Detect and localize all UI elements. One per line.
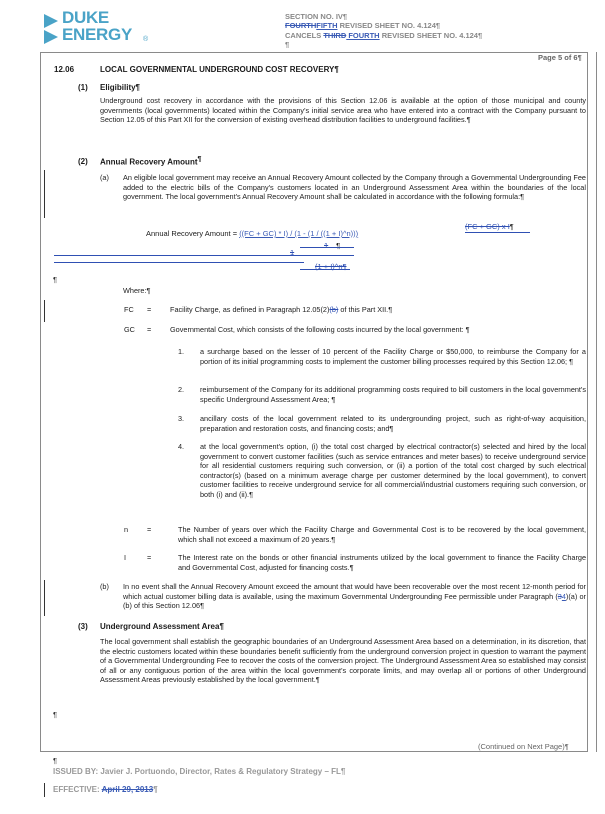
annual-b-before: In no event shall the Annual Recovery Amount exceed the amount that would have been recoverable over the most recent 12-month period for which actual customer billing data is available, using the maximum Governmental Undergrounding Fee permissible under Paragraph ( — [123, 582, 586, 601]
logo-text-duke: DUKE — [62, 8, 109, 27]
uaa-title: Underground Assessment Area¶ — [100, 622, 224, 631]
eligibility-label: (1) — [78, 83, 88, 92]
formula-one-a: 1 — [324, 241, 329, 250]
eligibility-body: Underground cost recovery in accordance with the provisions of this Section 12.06 is available at the option of those municipal and county governments (local governments) located within the Company's initial service area who have entered into a contract with the Company pursuant to Section 12.05 of this Part XII for the conversion of existing overhead distribution facilities to underground facilities.¶ — [100, 96, 586, 124]
annual-b-text — [123, 582, 586, 611]
annual-b-inserted: 4 — [561, 591, 566, 601]
cancels-rest: REVISED SHEET NO. 4.124¶ — [379, 31, 483, 40]
section-heading-number: 12.06 — [54, 65, 75, 74]
uaa-label: (3) — [78, 622, 88, 631]
where-label: Where:¶ — [123, 286, 151, 295]
revised-rest: REVISED SHEET NO. 4.124¶ — [337, 21, 441, 30]
header-pilcrow: ¶ — [285, 40, 290, 49]
formula-struck-text: (FC + GC) x I — [465, 222, 510, 231]
gc-item-2-num: 2. — [178, 385, 185, 394]
end-pilcrow: ¶ — [53, 710, 58, 719]
def-i-eq: = — [147, 553, 152, 562]
formula-divider-1 — [300, 247, 354, 248]
formula-one-mark: ¶ — [336, 241, 341, 250]
cancels-inserted: FOURTH — [346, 31, 380, 40]
cancels-struck: THIRD — [323, 31, 347, 40]
formula-struck-right — [465, 222, 514, 231]
formula-line — [146, 229, 358, 238]
change-bar-3 — [44, 580, 45, 616]
continued-label: (Continued on Next Page)¶ — [478, 742, 569, 751]
revised-inserted: FIFTH — [316, 21, 338, 30]
formula-after-pilcrow: ¶ — [53, 275, 58, 284]
def-gc-eq: = — [147, 325, 152, 334]
annual-title-mark: ¶ — [197, 156, 202, 163]
def-n-term: n — [124, 525, 129, 534]
gc-item-3-num: 3. — [178, 414, 185, 423]
def-fc-after: of this Part XII.¶ — [338, 305, 393, 314]
annual-b-after: )(a) or (b) of this Section 12.06¶ — [123, 591, 586, 610]
duke-energy-logo — [40, 8, 160, 48]
gc-item-2-text: reimbursement of the Company for its additional programming costs required to bill customers in the local government's specific Underground Assessment Area; ¶ — [200, 385, 586, 404]
formula-one-b-text: 1 — [290, 248, 295, 257]
formula-inserted: ((FC + GC) * I) / (1 - (1 / ((1 + I)^n))) — [239, 229, 359, 238]
footer-pilcrow: ¶ — [53, 756, 58, 765]
def-fc-before: Facility Charge, as defined in Paragraph 12.05(2) — [170, 305, 330, 314]
def-gc-text: Governmental Cost, which consists of the following costs incurred by the local government: ¶ — [170, 325, 470, 334]
revised-sheet-line — [285, 21, 440, 30]
formula-label: Annual Recovery Amount = — [146, 229, 240, 238]
def-fc-eq: = — [147, 305, 152, 314]
change-bar-1 — [44, 170, 45, 218]
annual-a-label: (a) — [100, 173, 109, 182]
footer-change-bar — [44, 783, 45, 797]
change-bar-2 — [44, 300, 45, 322]
revised-struck: FOURTH — [285, 21, 317, 30]
formula-one-row — [324, 241, 340, 250]
cancels-sheet-line — [285, 31, 482, 40]
logo-registered-mark: ® — [143, 36, 149, 43]
effective-mark: ¶ — [153, 785, 158, 794]
def-fc-term: FC — [124, 305, 134, 314]
annual-label: (2) — [78, 157, 88, 166]
annual-b-label: (b) — [100, 582, 109, 591]
eligibility-title: Eligibility¶ — [100, 83, 141, 92]
duke-energy-logo-icon — [40, 12, 60, 46]
gc-item-4-text: at the local government's option, (i) the total cost charged by electrical contractor(s) selected and hired by the local government to convert customer facilities (such as service entrances and meter bases) to receive underground service for all residential customers requiring such conversion, or (ii) a portion of the total cost charged by such electrical contractor(s) (based on a minimum average charge per customer determined by the local government), to convert customer facilities to receive underground service for all commercial/industrial customers requiring such conversion, or both (i) and (ii).¶ — [200, 442, 586, 499]
formula-divider-3 — [54, 262, 304, 263]
def-n-text: The Number of years over which the Facility Charge and Governmental Cost is to be recovered by the local government, which shall not exceed a maximum of 20 years.¶ — [178, 525, 586, 544]
gc-item-3-text: ancillary costs of the local government related to its undergrounding project, such as right-of-way acquisition, preparation and restoration costs, and financing costs; and¶ — [200, 414, 586, 433]
formula-divider-2 — [54, 255, 354, 256]
logo-text-energy: ENERGY — [62, 25, 132, 44]
effective-line — [53, 785, 158, 794]
uaa-body: The local government shall establish the geographic boundaries of an Underground Assessment Area based on a determination, in its discretion, that the electric customers located within these boundaries benefit sufficiently from the underground conversion project in question to warrant the payment of a Governmental Undergrounding Fee to recover the costs of the conversion project. The Underground Assessment Area so established may consist of all or any contiguous portion of the area within the local government's corporate limits, and may overlap all or portions of other Underground Assessment Areas previously established by the local government.¶ — [100, 637, 586, 684]
def-n-eq: = — [147, 525, 152, 534]
effective-struck: April 29, 2013 — [101, 785, 154, 794]
formula-strike-line — [465, 232, 530, 233]
def-fc-text — [170, 305, 392, 315]
issued-by: ISSUED BY: Javier J. Portuondo, Director, Rates & Regulatory Strategy – FL¶ — [53, 767, 346, 776]
def-fc-struck: (b) — [329, 305, 339, 314]
page-number: Page 5 of 6¶ — [538, 53, 582, 62]
section-number: SECTION NO. IV¶ — [285, 12, 348, 21]
right-margin-line — [596, 52, 597, 752]
annual-a-body: An eligible local government may receive an Annual Recovery Amount collected by the Company through a Governmental Undergrounding Fee added to the electric bills of the Company's customers located in an Underground Assessment Area within the boundaries of the local government. The local government's Annual Recovery Amount shall be calculated in accordance with the following formula:¶ — [123, 173, 586, 201]
gc-item-4-num: 4. — [178, 442, 185, 451]
def-gc-term: GC — [124, 325, 135, 334]
gc-item-1-text: a surcharge based on the lesser of 10 percent of the Facility Charge or $50,000, to reimburse the Company for a portion of its initial programming costs to implement the customer billing processes required by this Section 12.06; ¶ — [200, 347, 586, 366]
gc-item-1-num: 1. — [178, 347, 185, 356]
cancels-prefix: CANCELS — [285, 31, 324, 40]
formula-struck-mark: ¶ — [509, 222, 514, 231]
annual-title — [100, 156, 201, 167]
def-i-term: I — [124, 553, 127, 562]
formula-divider-4 — [300, 269, 350, 270]
annual-title-text: Annual Recovery Amount — [100, 157, 198, 167]
def-i-text: The Interest rate on the bonds or other financial instruments utilized by the local government to finance the Facility Charge and Governmental Cost, adjusted for financing costs.¶ — [178, 553, 586, 572]
effective-label: EFFECTIVE: — [53, 785, 102, 794]
annual-b-struck: 3 — [557, 591, 562, 601]
section-heading-title: LOCAL GOVERNMENTAL UNDERGROUND COST RECOVERY¶ — [100, 65, 339, 74]
formula-denominator-text: (1 + I)^n¶ — [315, 262, 347, 271]
